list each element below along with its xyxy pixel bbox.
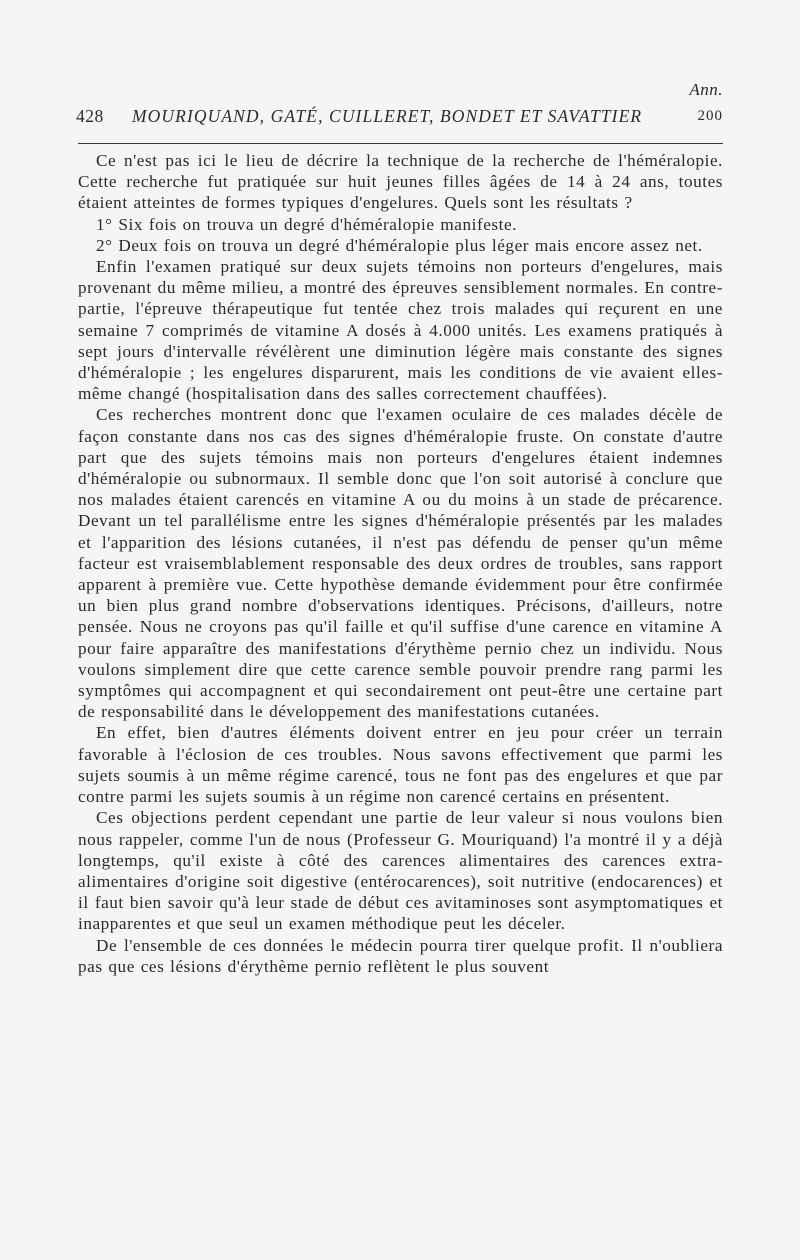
header-rule [78,143,723,144]
paragraph: En effet, bien d'autres éléments doivent entrer en jeu pour créer un terrain favorable à l'éclosion de ces troubles. Nous savons effectivement que parmi les sujets soumis à un même régime carencé, tous ne font pas des engelures et que par contre parmi les sujets soumis à un régime non carencé certains en présentent. [78,723,723,807]
paragraph: Ces objections perdent cependant une partie de leur valeur si nous voulons bien nous rappeler, comme l'un de nous (Professeur G. Mouriquand) l'a montré il y a déjà longtemps, qu'il existe à côté des carences alimentaires des carences extra-alimentaires d'origine soit digestive (entérocarences), soit nutritive (endocarences) et il faut bien savoir qu'à leur stade de début ces avitaminoses sont asymptomatiques et inapparentes et que seul un examen méthodique peut les déceler. [78,808,723,934]
page-number: 428 [76,106,104,126]
volume-number: 200 [697,108,723,124]
margin-annotation: Ann. [689,80,723,99]
running-header [78,106,723,132]
paragraph: Ce n'est pas ici le lieu de décrire la technique de la recherche de l'héméralopie. Cette recherche fut pratiquée sur huit jeunes filles âgées de 14 à 24 ans, toutes étaient atteintes de formes typiques d'engelures. Quels sont les résultats ? [78,151,723,213]
paragraph: De l'ensemble de ces données le médecin pourra tirer quelque profit. Il n'oubliera pas que ces lésions d'érythème pernio reflètent le plus souvent [78,935,723,976]
paragraph: Ces recherches montrent donc que l'examen oculaire de ces malades décèle de façon constante dans nos cas des signes d'héméralopie fruste. On constate d'autre part que des sujets témoins mais non porteurs d'engelures étaient indemnes d'héméralopie ou subnormaux. Il semble donc que l'on soit autorisé à conclure que nos malades étaient carencés en vitamine A ou du moins à un stade de précarence. Devant un tel parallélisme entre les signes d'héméralopie présentés par les malades et l'apparition des lésions cutanées, il n'est pas défendu de penser qu'un même facteur est vraisemblablement responsable des deux ordres de troubles, sans rapport apparent à première vue. Cette hypothèse demande évidemment pour être confirmée un bien plus grand nombre d'observations identiques. Précisons, d'ailleurs, notre pensée. Nous ne croyons pas qu'il faille et qu'il suffise d'une carence en vitamine A pour faire apparaître des manifestations d'érythème pernio chez un individu. Nous voulons simplement dire que cette carence semble pouvoir prendre rang parmi les symptômes qui accompagnent et qui secondairement ont peut-être une certaine part de responsabilité dans le développement des manifestations cutanées. [78,405,723,722]
running-head-authors: MOURIQUAND, GATÉ, CUILLERET, BONDET ET SAVATTIER [132,106,643,126]
paragraph: 1° Six fois on trouva un degré d'héméralopie manifeste. [96,214,517,234]
body-text [78,150,723,977]
paragraph: 2° Deux fois on trouva un degré d'héméralopie plus léger mais encore assez net. [96,235,703,255]
paragraph: Enfin l'examen pratiqué sur deux sujets témoins non porteurs d'engelures, mais provenant du même milieu, a montré des épreuves sensiblement normales. En contre-partie, l'épreuve thérapeutique fut tentée chez trois malades qui reçurent en une semaine 7 comprimés de vitamine A dosés à 4.000 unités. Les examens pratiqués à sept jours d'intervalle révélèrent une diminution légère mais constante des signes d'héméralopie ; les engelures disparurent, mais les conditions de vie avaient elles-même changé (hospitalisation dans des salles correctement chauffées). [78,257,723,404]
